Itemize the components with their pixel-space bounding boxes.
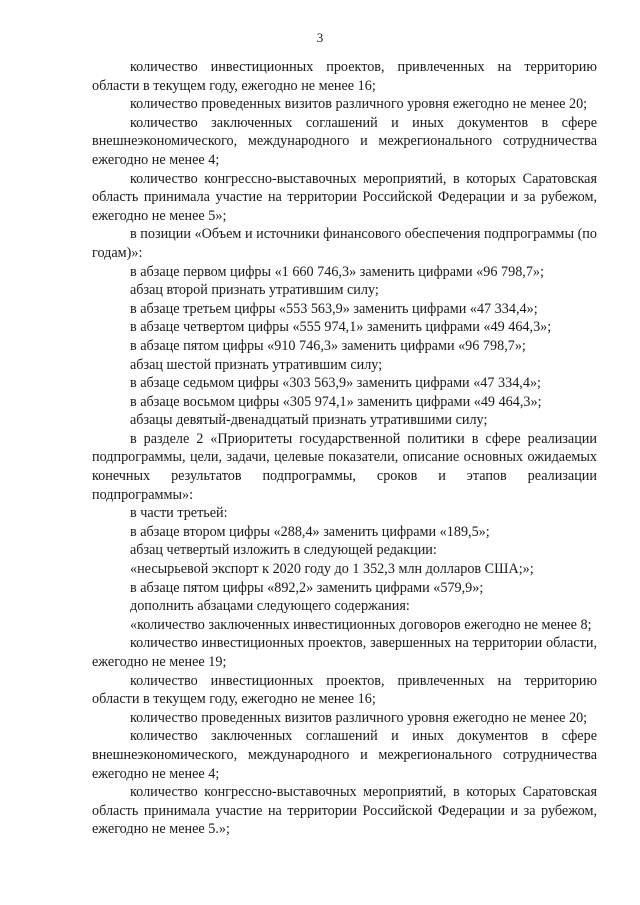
paragraph: абзац шестой признать утратившим силу; — [130, 356, 383, 373]
paragraph: в абзаце восьмом цифры «305 974,1» заменить цифрами «49 464,3»; — [130, 393, 542, 410]
paragraph: в абзаце пятом цифры «910 746,3» заменить цифрами «96 798,7»; — [130, 337, 526, 354]
paragraph: «несырьевой экспорт к 2020 году до 1 352,3 млн долларов США;»; — [130, 561, 534, 578]
paragraph: количество заключенных соглашений и иных документов в сфере внешнеэкономического, международного и межрегионального сотрудничества ежегодно не менее 4; — [92, 114, 597, 168]
paragraph: количество конгрессно-выставочных мероприятий, в которых Саратовская область принимала участие на территории Российской Федерации и за рубежом, ежегодно не менее 5»; — [92, 170, 597, 224]
paragraph: в абзаце первом цифры «1 660 746,3» заменить цифрами «96 798,7»; — [130, 263, 544, 280]
page-number: 3 — [316, 30, 324, 45]
paragraph: в позиции «Объем и источники финансового обеспечения подпрограммы (по годам)»: — [92, 226, 597, 261]
paragraph: в разделе 2 «Приоритеты государственной политики в сфере реализации подпрограммы, цели, задачи, целевые показатели, описание основных ожидаемых конечных результатов подпрограммы, сроков и этапов реализации подпрограммы»: — [92, 430, 597, 503]
paragraph: абзацы девятый-двенадцатый признать утратившими силу; — [130, 412, 488, 429]
paragraph: в абзаце пятом цифры «892,2» заменить цифрами «579,9»; — [130, 579, 484, 596]
paragraph: количество инвестиционных проектов, привлеченных на территорию области в текущем году, ежегодно не менее 16; — [92, 59, 597, 94]
document-body — [92, 58, 597, 839]
paragraph: абзац второй признать утратившим силу; — [130, 282, 379, 299]
paragraph: в абзаце седьмом цифры «303 563,9» заменить цифрами «47 334,4»; — [130, 375, 541, 392]
paragraph: в абзаце втором цифры «288,4» заменить цифрами «189,5»; — [130, 523, 490, 540]
paragraph: количество инвестиционных проектов, завершенных на территории области, ежегодно не менее 19; — [92, 635, 597, 670]
paragraph: в абзаце третьем цифры «553 563,9» заменить цифрами «47 334,4»; — [130, 300, 538, 317]
paragraph: количество заключенных соглашений и иных документов в сфере внешнеэкономического, международного и межрегионального сотрудничества ежегодно не менее 4; — [92, 728, 597, 782]
paragraph: дополнить абзацами следующего содержания: — [130, 598, 410, 615]
paragraph: «количество заключенных инвестиционных договоров ежегодно не менее 8; — [130, 616, 592, 633]
paragraph: количество инвестиционных проектов, привлеченных на территорию области в текущем году, ежегодно не менее 16; — [92, 672, 597, 708]
paragraph: в части третьей: — [130, 505, 228, 522]
paragraph: количество конгрессно-выставочных мероприятий, в которых Саратовская область принимала участие на территории Российской Федерации и за рубежом, ежегодно не менее 5.»; — [92, 784, 597, 838]
paragraph: абзац четвертый изложить в следующей редакции: — [130, 542, 437, 559]
paragraph: количество проведенных визитов различного уровня ежегодно не менее 20; — [130, 709, 588, 726]
paragraph: количество проведенных визитов различного уровня ежегодно не менее 20; — [130, 96, 588, 113]
paragraph: в абзаце четвертом цифры «555 974,1» заменить цифрами «49 464,3»; — [130, 319, 552, 336]
